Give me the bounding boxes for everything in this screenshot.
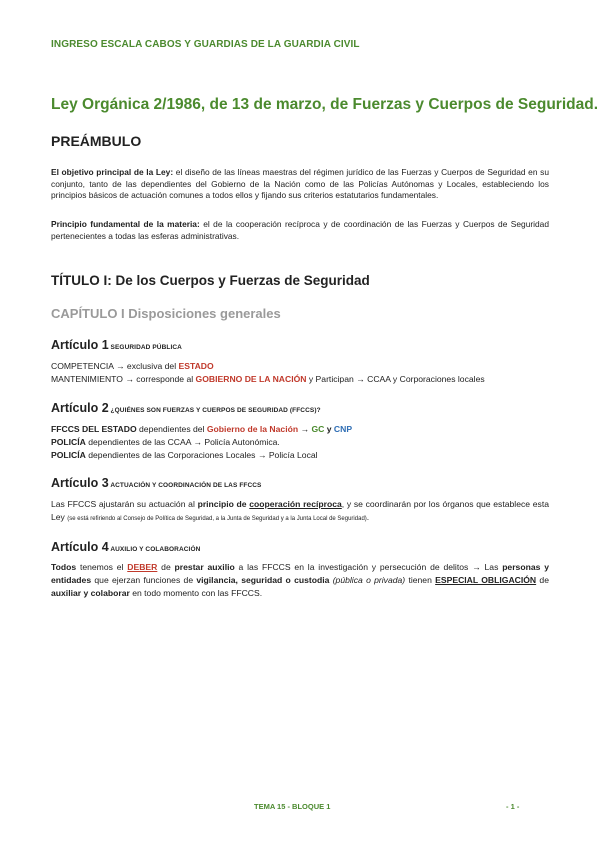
- text-span: tenemos el: [76, 562, 128, 572]
- text-span: y Participan → CCAA y Corporaciones locales: [306, 374, 485, 384]
- text-span: tienen: [405, 575, 436, 585]
- text-span: en todo momento con las FFCCS.: [129, 588, 263, 598]
- text-span: principio de: [197, 499, 250, 509]
- preamble-paragraph-2: [51, 219, 549, 242]
- highlight-gobierno-nacion: Gobierno de la Nación: [206, 424, 299, 434]
- text-span: (pública o privada): [329, 575, 406, 585]
- article-4-text: [51, 561, 549, 600]
- highlight-deber: DEBER: [127, 562, 158, 572]
- highlight-gobierno: GOBIERNO DE LA NACIÓN: [195, 374, 307, 384]
- article-1-subtitle: SEGURIDAD PÚBLICA: [108, 344, 182, 351]
- text-span: auxiliar y colaborar: [51, 588, 130, 598]
- article-3-note: (se está refiriendo al Consejo de Política de Seguridad, a la Junta de Seguridad y a la Junta Local de Seguridad): [67, 516, 367, 522]
- article-3-heading: [51, 476, 261, 490]
- titulo-heading: TÍTULO I: De los Cuerpos y Fuerzas de Seguridad: [51, 273, 370, 288]
- article-2-heading: [51, 401, 321, 415]
- highlight-estado: ESTADO: [178, 361, 214, 371]
- preamble-p2-label: Principio fundamental de la materia:: [51, 219, 200, 229]
- highlight-cooperacion: cooperación recíproca: [249, 499, 342, 509]
- article-4-heading: [51, 540, 200, 554]
- text-span: de: [157, 562, 175, 572]
- preamble-p1-text: el diseño de las líneas maestras del régimen jurídico de las Fuerzas y Cuerpos de Seguridad en su conjunto, tanto de las dependientes del Gobierno de la Nación como de las Policías Autónomas y Locales, estableciendo los principios básicos de actuación comunes a todos ellos y fijando sus criterios estatutarios fundamentales.: [51, 167, 549, 200]
- text-span: POLICÍA: [51, 437, 86, 447]
- text-span: dependientes de las CCAA → Policía Autonómica.: [85, 437, 280, 447]
- text-span: dependientes del: [136, 424, 207, 434]
- article-3-text: [51, 498, 549, 526]
- highlight-especial-obligacion: ESPECIAL OBLIGACIÓN: [435, 575, 537, 585]
- article-1-title: Artículo 1: [51, 338, 109, 352]
- text-span: y: [324, 424, 334, 434]
- preamble-paragraph-1: [51, 167, 549, 202]
- article-2-line-3: [51, 449, 318, 461]
- text-span: FFCCS DEL ESTADO: [51, 424, 137, 434]
- page-number: - 1 -: [506, 802, 520, 811]
- article-2-line-1: [51, 423, 352, 435]
- article-2-subtitle: ¿QUIÉNES SON FUERZAS Y CUERPOS DE SEGURIDAD (FFCCS)?: [108, 407, 321, 414]
- text-span: personas y entidades: [51, 562, 549, 585]
- text-span: a las FFCCS en la investigación y persecución de delitos → Las: [234, 562, 503, 572]
- text-span: Todos: [51, 562, 77, 572]
- footer-topic: TEMA 15 - BLOQUE 1: [254, 802, 331, 811]
- text-span: que ejerzan funciones de: [91, 575, 197, 585]
- article-1-line-2: [51, 373, 485, 385]
- article-1-heading: [51, 338, 182, 352]
- article-3-title: Artículo 3: [51, 476, 109, 490]
- text-span: →: [298, 424, 312, 434]
- text-span: COMPETENCIA → exclusiva del: [51, 361, 179, 371]
- text-span: , y se coordinarán por los órganos que establece esta Ley: [51, 499, 549, 522]
- preamble-p2-text: el de la cooperación recíproca y de coordinación de las Fuerzas y Cuerpos de Seguridad pertenecientes a todas las esferas administrativas.: [51, 219, 549, 241]
- text-span: dependientes de las Corporaciones Locales → Policía Local: [85, 450, 318, 460]
- highlight-cnp: CNP: [333, 424, 353, 434]
- article-1-line-1: [51, 360, 214, 372]
- article-4-subtitle: AUXILIO Y COLABORACIÓN: [108, 546, 201, 553]
- text-span: prestar auxilio: [174, 562, 235, 572]
- page-header: INGRESO ESCALA CABOS Y GUARDIAS DE LA GUARDIA CIVIL: [51, 39, 360, 50]
- text-span: .: [366, 512, 370, 522]
- article-4-title: Artículo 4: [51, 540, 109, 554]
- document-title: Ley Orgánica 2/1986, de 13 de marzo, de Fuerzas y Cuerpos de Seguridad.: [51, 96, 599, 113]
- preamble-heading: PREÁMBULO: [51, 133, 142, 149]
- highlight-gc: GC: [311, 424, 325, 434]
- text-span: Las FFCCS ajustarán su actuación al: [51, 499, 198, 509]
- article-2-line-2: [51, 436, 280, 448]
- preamble-p1-label: El objetivo principal de la Ley:: [51, 167, 174, 177]
- article-2-title: Artículo 2: [51, 401, 109, 415]
- article-3-subtitle: ACTUACIÓN Y COORDINACIÓN DE LAS FFCCS: [108, 482, 262, 489]
- text-span: POLICÍA: [51, 450, 86, 460]
- text-span: de: [536, 575, 549, 585]
- text-span: vigilancia, seguridad o custodia: [196, 575, 330, 585]
- text-span: MANTENIMIENTO → corresponde al: [51, 374, 196, 384]
- capitulo-heading: CAPÍTULO I Disposiciones generales: [51, 306, 281, 321]
